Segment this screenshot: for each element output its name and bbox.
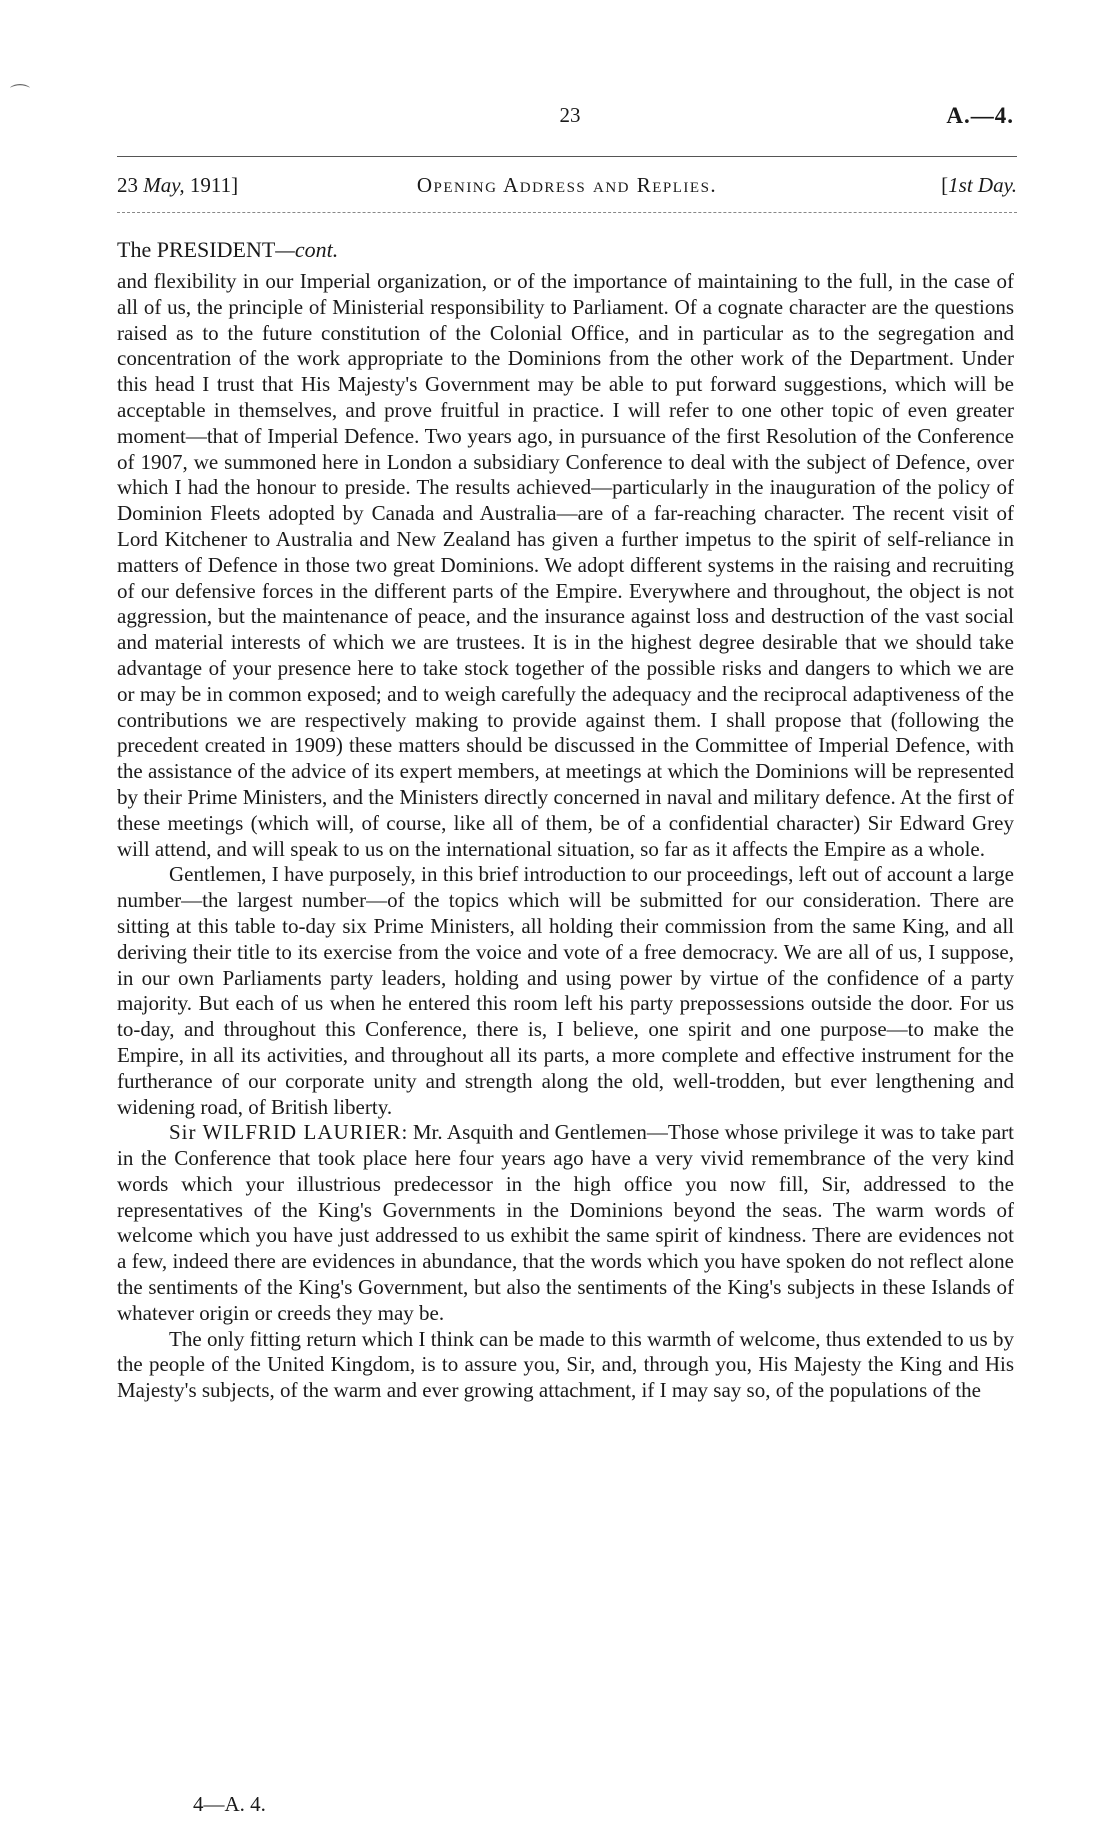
date-month: May,: [143, 173, 185, 197]
paragraph-president-1: and flexibility in our Imperial organization, or of the importance of maintaining to the full, in the case of all of us, the principle of Ministerial responsibility to Parliament. Of a cognate character are the questions raised as to the future constitution of the Colonial Office, and in particular as to the segregation and concentration of the work appropriate to the Dominions from the other work of the Department. Under this head I trust that His Majesty's Government may be able to put forward suggestions, which will be acceptable in themselves, and prove fruitful in practice. I will refer to one other topic of even greater moment—that of Imperial Defence. Two years ago, in pursuance of the first Resolution of the Conference of 1907, we summoned here in London a subsidiary Conference to deal with the subject of Defence, over which I had the honour to preside. The results achieved—particularly in the inauguration of the policy of Dominion Fleets adopted by Canada and Australia—are of a far-reaching character. The recent visit of Lord Kitchener to Australia and New Zealand has given a further impetus to the spirit of self-reliance in matters of Defence in those two great Dominions. We adopt different systems in the raising and recruiting of our defensive forces in the different parts of the Empire. Everywhere and throughout, the object is not aggression, but the maintenance of peace, and the insurance against loss and destruction of the vast social and material interests of which we are trustees. It is in the highest degree desirable that we should take advantage of your presence here to take stock together of the possible risks and dangers to which we are or may be in common exposed; and to weigh carefully the adequacy and the reciprocal adaptiveness of the contributions we are respectively making to provide against them. I shall propose that (following the precedent created in 1909) these matters should be discussed in the Committee of Imperial Defence, with the assistance of the advice of its expert members, at meetings at which the Dominions will be represented by their Prime Ministers, and the Ministers directly concerned in naval and military defence. At the first of these meetings (which will, of course, like all of them, be of a confidential character) Sir Edward Grey will attend, and will speak to us on the international situation, so far as it affects the Empire as a whole.: [117, 269, 1014, 861]
folio-signature: 4—A. 4.: [193, 1792, 266, 1816]
running-head-section-title: Opening Address and Replies.: [416, 173, 718, 197]
body-text: [117, 269, 1014, 1404]
laurier-text: : Mr. Asquith and Gentlemen—Those whose privilege it was to take part in the Conference that took place here four years ago have a very vivid remembrance of the very kind words which your illustrious predecessor in the high office you now fill, Sir, addressed to the representatives of the King's Governments in the Dominions beyond the seas. The warm words of welcome which you have just addressed to us exhibit the same spirit of kindness. There are evidences not a few, indeed there are evidences in abundance, that the words which you have spoken do not reflect alone the sentiments of the King's Government, but also the sentiments of the King's subjects in these Islands of whatever origin or creeds they may be.: [117, 1120, 1014, 1325]
paragraph-president-2: Gentlemen, I have purposely, in this brief introduction to our proceedings, left out of account a large number—the largest number—of the topics which will be submitted for our consideration. There are sitting at this table to-day six Prime Ministers, all holding their commission from the same King, and all deriving their title to its exercise from the voice and vote of a free democracy. We are all of us, I suppose, in our own Parliaments party leaders, holding and using power by virtue of the confidence of a party majority. But each of us when he entered this room left his party prepossessions outside the door. For us to-day, and throughout this Conference, there is, I believe, one spirit and one purpose—to make the Empire, in all its activities, and throughout all its parts, a more complete and effective instrument for the furtherance of our corporate unity and strength along the old, well-trodden, but ever lengthening and widening road, of British liberty.: [117, 862, 1014, 1119]
speaker-name: The PRESIDENT: [117, 237, 276, 262]
header-rule-bottom: [117, 212, 1017, 213]
speaker-continuation-head: [117, 237, 338, 263]
speaker-laurier: Sir WILFRID LAURIER: [169, 1120, 402, 1145]
day-label: 1st Day.: [948, 173, 1017, 197]
date-prefix: 23: [117, 173, 144, 197]
page-number: 23: [559, 103, 581, 127]
running-head: [117, 173, 1017, 203]
header-rule-top: [117, 156, 1017, 157]
document-reference: A.—4.: [946, 103, 1014, 128]
running-head-day: [941, 173, 1017, 198]
continued-label: —cont.: [275, 237, 339, 262]
paragraph-laurier-1: [117, 1120, 1014, 1326]
margin-mark-icon: ⌒: [10, 84, 30, 106]
paragraph-laurier-2: The only fitting return which I think can be made to this warmth of welcome, thus extended to us by the people of the United Kingdom, is to assure you, Sir, and, through you, His Majesty the King and His Majesty's subjects, of the warm and ever growing attachment, if I may say so, of the populations of the: [117, 1326, 1014, 1403]
date-suffix: 1911]: [184, 173, 239, 197]
day-bracket: [: [941, 173, 949, 197]
